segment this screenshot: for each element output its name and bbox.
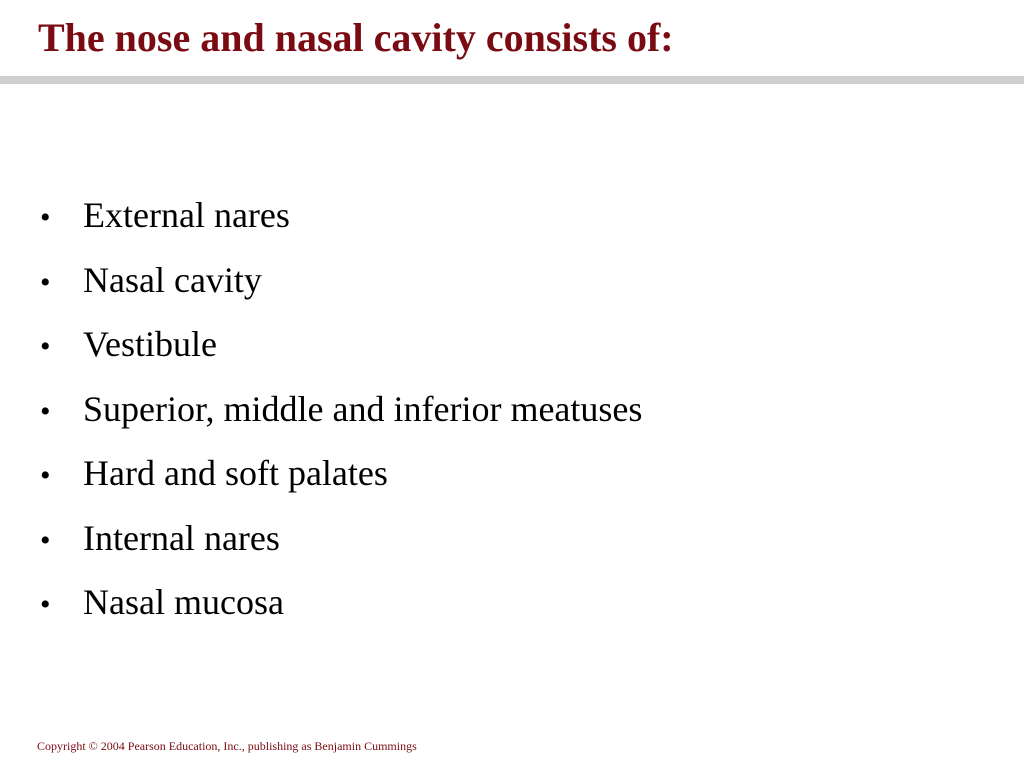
bullet-item: [40, 183, 642, 248]
bullet-item: [40, 248, 642, 313]
bullet-icon: •: [40, 523, 51, 557]
bullet-text: Nasal mucosa: [83, 582, 284, 622]
bullet-list: [40, 183, 642, 635]
bullet-item: [40, 312, 642, 377]
bullet-icon: •: [40, 459, 51, 492]
bullet-text: External nares: [83, 195, 290, 235]
bullet-icon: •: [40, 330, 51, 363]
copyright-notice: Copyright © 2004 Pearson Education, Inc., publishing as Benjamin Cummings: [37, 739, 417, 753]
bullet-icon: •: [40, 265, 51, 299]
bullet-text: Internal nares: [83, 517, 280, 558]
title-divider: [0, 76, 1024, 84]
bullet-text: Nasal cavity: [83, 259, 262, 300]
bullet-item: [40, 441, 642, 506]
bullet-item: [40, 506, 642, 571]
slide-title: The nose and nasal cavity consists of:: [38, 15, 674, 60]
bullet-text: Vestibule: [83, 324, 217, 364]
bullet-item: [40, 377, 642, 442]
bullet-icon: •: [40, 394, 51, 428]
bullet-icon: •: [40, 588, 51, 621]
bullet-item: [40, 570, 642, 635]
bullet-text: Superior, middle and inferior meatuses: [83, 388, 643, 429]
bullet-text: Hard and soft palates: [83, 453, 388, 493]
bullet-icon: •: [40, 201, 51, 234]
